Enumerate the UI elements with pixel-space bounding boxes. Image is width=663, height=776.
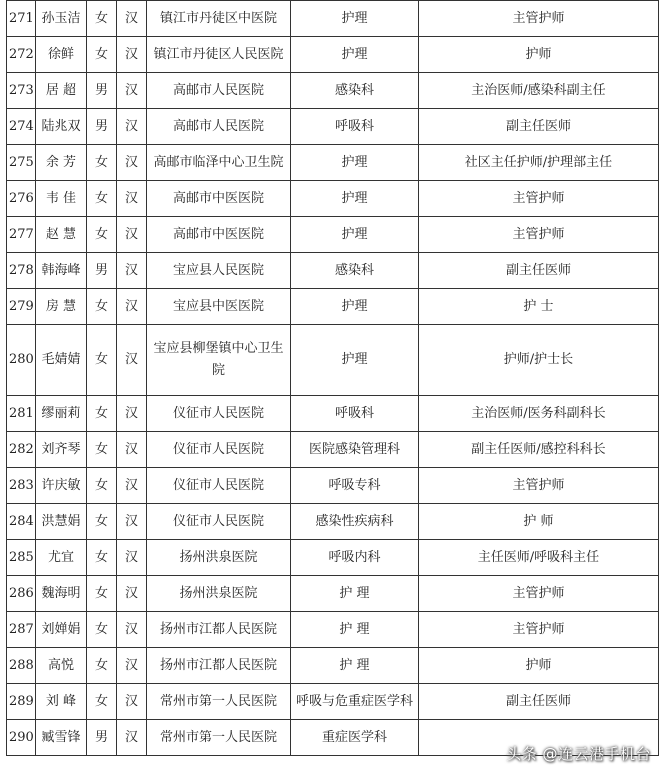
person-name: 刘婵娟: [36, 612, 87, 648]
hospital-name: 镇江市丹徒区中医院: [147, 1, 291, 37]
sex-cell: 女: [87, 181, 117, 217]
job-title: 社区主任护师/护理部主任: [419, 145, 659, 181]
job-title: 护师: [419, 648, 659, 684]
person-name: 徐鲜: [36, 37, 87, 73]
job-title: 主管护师: [419, 612, 659, 648]
person-name: 魏海明: [36, 576, 87, 612]
job-title: 副主任医师: [419, 109, 659, 145]
hospital-name: 仪征市人民医院: [147, 396, 291, 432]
sex-cell: 女: [87, 684, 117, 720]
department-name: 护理: [291, 289, 419, 325]
ethnicity-cell: 汉: [117, 289, 147, 325]
table-row: [7, 37, 659, 73]
hospital-name: 宝应县人民医院: [147, 253, 291, 289]
department-name: 护 理: [291, 576, 419, 612]
row-number: 287: [7, 612, 36, 648]
hospital-name: 高邮市临泽中心卫生院: [147, 145, 291, 181]
ethnicity-cell: 汉: [117, 540, 147, 576]
table-row: [7, 396, 659, 432]
ethnicity-cell: 汉: [117, 253, 147, 289]
table-row: [7, 181, 659, 217]
department-name: 护 理: [291, 648, 419, 684]
table-row: [7, 540, 659, 576]
person-name: 孙玉洁: [36, 1, 87, 37]
hospital-name: 常州市第一人民医院: [147, 684, 291, 720]
ethnicity-cell: 汉: [117, 612, 147, 648]
row-number: 280: [7, 325, 36, 396]
sex-cell: 女: [87, 145, 117, 181]
hospital-name: 高邮市人民医院: [147, 73, 291, 109]
person-name: 尤宜: [36, 540, 87, 576]
table-row: [7, 684, 659, 720]
sex-cell: 男: [87, 109, 117, 145]
ethnicity-cell: 汉: [117, 325, 147, 396]
row-number: 274: [7, 109, 36, 145]
sex-cell: 女: [87, 432, 117, 468]
ethnicity-cell: 汉: [117, 504, 147, 540]
ethnicity-cell: 汉: [117, 468, 147, 504]
hospital-name: 镇江市丹徒区人民医院: [147, 37, 291, 73]
sex-cell: 女: [87, 1, 117, 37]
row-number: 290: [7, 720, 36, 756]
watermark: 头条 @连云港手机台: [506, 745, 651, 763]
person-name: 许庆敏: [36, 468, 87, 504]
row-number: 272: [7, 37, 36, 73]
person-name: 陆兆双: [36, 109, 87, 145]
ethnicity-cell: 汉: [117, 576, 147, 612]
department-name: 护理: [291, 181, 419, 217]
job-title: 护 师: [419, 504, 659, 540]
ethnicity-cell: 汉: [117, 720, 147, 756]
hospital-name: 仪征市人民医院: [147, 432, 291, 468]
department-name: 护 理: [291, 612, 419, 648]
department-name: 护理: [291, 325, 419, 396]
job-title: 主管护师: [419, 217, 659, 253]
table-row: [7, 648, 659, 684]
row-number: 284: [7, 504, 36, 540]
ethnicity-cell: 汉: [117, 37, 147, 73]
sex-cell: 女: [87, 468, 117, 504]
row-number: 271: [7, 1, 36, 37]
department-name: 护理: [291, 217, 419, 253]
department-name: 呼吸科: [291, 396, 419, 432]
department-name: 医院感染管理科: [291, 432, 419, 468]
hospital-name: 扬州洪泉医院: [147, 576, 291, 612]
job-title: 主管护师: [419, 181, 659, 217]
ethnicity-cell: 汉: [117, 1, 147, 37]
ethnicity-cell: 汉: [117, 181, 147, 217]
table-row: [7, 253, 659, 289]
table-row: [7, 576, 659, 612]
hospital-name: 扬州市江都人民医院: [147, 612, 291, 648]
ethnicity-cell: 汉: [117, 684, 147, 720]
sex-cell: 女: [87, 289, 117, 325]
department-name: 护理: [291, 37, 419, 73]
person-name: 刘 峰: [36, 684, 87, 720]
row-number: 286: [7, 576, 36, 612]
sex-cell: 女: [87, 612, 117, 648]
table-row: [7, 612, 659, 648]
hospital-name: 仪征市人民医院: [147, 504, 291, 540]
row-number: 275: [7, 145, 36, 181]
sex-cell: 女: [87, 396, 117, 432]
job-title: 护师: [419, 37, 659, 73]
row-number: 283: [7, 468, 36, 504]
job-title: 主管护师: [419, 468, 659, 504]
sex-cell: 女: [87, 504, 117, 540]
hospital-name: 常州市第一人民医院: [147, 720, 291, 756]
ethnicity-cell: 汉: [117, 648, 147, 684]
row-number: 281: [7, 396, 36, 432]
person-name: 洪慧娟: [36, 504, 87, 540]
table-row: [7, 504, 659, 540]
job-title: 主治医师/感染科副主任: [419, 73, 659, 109]
department-name: 重症医学科: [291, 720, 419, 756]
ethnicity-cell: 汉: [117, 145, 147, 181]
table-row: [7, 432, 659, 468]
department-name: 护理: [291, 145, 419, 181]
department-name: 感染科: [291, 73, 419, 109]
sex-cell: 女: [87, 217, 117, 253]
ethnicity-cell: 汉: [117, 217, 147, 253]
ethnicity-cell: 汉: [117, 396, 147, 432]
person-name: 居 超: [36, 73, 87, 109]
table-row: [7, 217, 659, 253]
row-number: 278: [7, 253, 36, 289]
department-name: 呼吸与危重症医学科: [291, 684, 419, 720]
job-title: 护 士: [419, 289, 659, 325]
hospital-name: 扬州洪泉医院: [147, 540, 291, 576]
department-name: 呼吸科: [291, 109, 419, 145]
table-row: [7, 73, 659, 109]
hospital-name: 高邮市人民医院: [147, 109, 291, 145]
sex-cell: 男: [87, 253, 117, 289]
table-row: [7, 468, 659, 504]
department-name: 呼吸内科: [291, 540, 419, 576]
ethnicity-cell: 汉: [117, 73, 147, 109]
department-name: 感染性疾病科: [291, 504, 419, 540]
row-number: 289: [7, 684, 36, 720]
sex-cell: 女: [87, 37, 117, 73]
sex-cell: 男: [87, 73, 117, 109]
row-number: 285: [7, 540, 36, 576]
person-name: 赵 慧: [36, 217, 87, 253]
person-name: 韩海峰: [36, 253, 87, 289]
sex-cell: 女: [87, 540, 117, 576]
row-number: 282: [7, 432, 36, 468]
job-title: 副主任医师: [419, 684, 659, 720]
sex-cell: 女: [87, 648, 117, 684]
sex-cell: 女: [87, 576, 117, 612]
person-name: 毛婧婧: [36, 325, 87, 396]
hospital-name: 宝应县中医医院: [147, 289, 291, 325]
hospital-name: 仪征市人民医院: [147, 468, 291, 504]
person-name: 刘齐琴: [36, 432, 87, 468]
person-name: 高悦: [36, 648, 87, 684]
job-title: 主管护师: [419, 576, 659, 612]
row-number: 277: [7, 217, 36, 253]
ethnicity-cell: 汉: [117, 432, 147, 468]
sex-cell: 女: [87, 325, 117, 396]
person-name: 韦 佳: [36, 181, 87, 217]
personnel-table-body: [7, 1, 659, 756]
department-name: 呼吸专科: [291, 468, 419, 504]
personnel-table: [6, 0, 659, 756]
job-title: 护师/护士长: [419, 325, 659, 396]
hospital-name: 高邮市中医医院: [147, 217, 291, 253]
sex-cell: 男: [87, 720, 117, 756]
department-name: 感染科: [291, 253, 419, 289]
row-number: 288: [7, 648, 36, 684]
table-row: [7, 1, 659, 37]
row-number: 273: [7, 73, 36, 109]
job-title: 主治医师/医务科副科长: [419, 396, 659, 432]
job-title: 副主任医师: [419, 253, 659, 289]
table-row: [7, 325, 659, 396]
table-row: [7, 289, 659, 325]
hospital-name: 宝应县柳堡镇中心卫生院: [147, 325, 291, 396]
row-number: 276: [7, 181, 36, 217]
hospital-name: 高邮市中医医院: [147, 181, 291, 217]
table-row: [7, 145, 659, 181]
person-name: 缪丽莉: [36, 396, 87, 432]
ethnicity-cell: 汉: [117, 109, 147, 145]
department-name: 护理: [291, 1, 419, 37]
row-number: 279: [7, 289, 36, 325]
person-name: 臧雪锋: [36, 720, 87, 756]
hospital-name: 扬州市江都人民医院: [147, 648, 291, 684]
job-title: 主任医师/呼吸科主任: [419, 540, 659, 576]
person-name: 房 慧: [36, 289, 87, 325]
table-row: [7, 109, 659, 145]
job-title: 主管护师: [419, 1, 659, 37]
person-name: 余 芳: [36, 145, 87, 181]
job-title: 副主任医师/感控科科长: [419, 432, 659, 468]
